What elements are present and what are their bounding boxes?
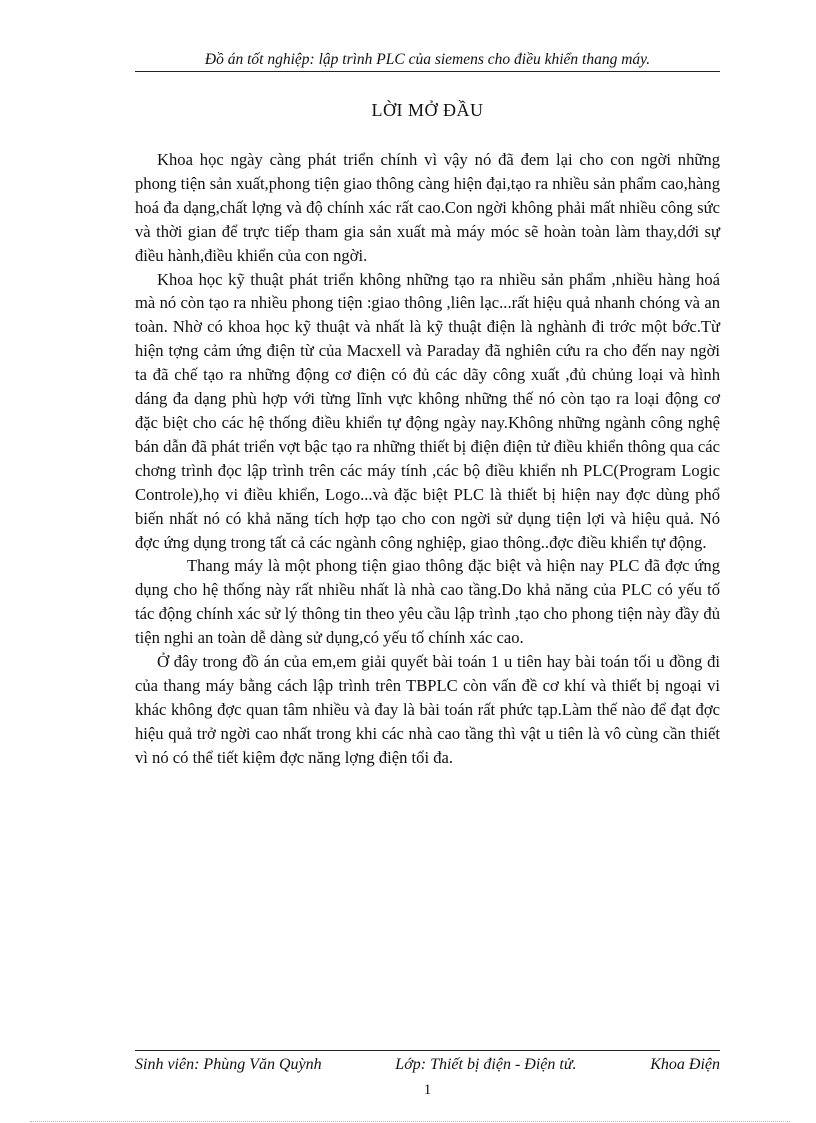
running-header: Đồ án tốt nghiệp: lập trình PLC của siemens cho điều khiển thang máy. bbox=[135, 50, 720, 72]
paragraph-technology: Khoa học kỹ thuật phát triển không những tạo ra nhiều sản phẩm ,nhiều hàng hoá mà nó còn tạo ra nhiều phong tiện :giao thông ,liên lạc...rất hiệu quả nhanh chóng và an toàn. Nhờ có khoa học kỹ thuật và nhất là kỹ thuật điện là nghành đi trớc một bớc.Từ hiện tợng cảm ứng điện từ của Macxell và Paraday đã nghiên cứu ra cho đến nay ngời ta đã chế tạo ra những động cơ điện có đủ các dãy công xuất ,đủ chủng loại và hình dáng đa dạng phù hợp với từng lĩnh vực không những thế nó còn tạo ra loại động cơ đặc biệt cho các hệ thống điều khiển tự động ngày nay.Không những ngành công nghệ bán dẫn đã phát triển vợt bậc tạo ra những thiết bị điện điện tử điều khiển thông qua các chơng trình đọc lập trình trên các máy tính ,các bộ điều khiển nh PLC(Program Logic Controle),họ vi điều khiển, Logo...và đặc biệt PLC là thiết bị hiện nay đợc dùng phổ biến nhất nó có khả năng tích hợp tạo cho con ngời sử dụng tiện lợi và hiệu quả. Nó đợc ứng dụng trong tất cả các ngành công nghiệp, giao thông..đợc điều khiển tự động. bbox=[135, 269, 720, 552]
footer-student: Sinh viên: Phùng Văn Quỳnh bbox=[135, 1056, 322, 1073]
paragraph-elevator: Thang máy là một phong tiện giao thông đặc biệt và hiện nay PLC đã đợc ứng dụng cho hệ thống này rất nhiều nhất là nhà cao tầng.Do khả năng của PLC có yếu tố tác động chính xác sử lý thông tin theo yêu cầu lập trình ,tạo cho phong tiện này đầy đủ tiện nghi an toàn dễ dàng sử dụng,có yếu tố chính xác cao. bbox=[135, 556, 720, 648]
page-number: 1 bbox=[423, 1082, 432, 1098]
paragraph-project: Ở đây trong đồ án của em,em giải quyết bài toán 1 u tiên hay bài toán tối u đồng đi của thang máy bằng cách lập trình trên TBPLC còn vấn đề cơ khí và thiết bị ngoại vi khác không đợc quan tâm nhiều và đay là bài toán rất phức tạp.Làm thế nào để đạt đợc hiệu quả trở ngời cao nhất trong khi các nhà cao tầng thì vật u tiên là vô cùng cần thiết vì nó có thể tiết kiệm đợc năng lợng điện tối đa. bbox=[135, 652, 720, 767]
paragraph-intro: Khoa học ngày càng phát triển chính vì vậy nó đã đem lại cho con ngời những phong tiện sản xuất,phong tiện giao thông càng hiện đại,tạo ra nhiều sản phẩm cao,hàng hoá đa dạng,chất lợng và độ chính xác rất cao.Con ngời không phải mất nhiều công sức và thời gian để trực tiếp tham gia sản xuất mà máy móc sẽ hoàn toàn làm thay,dới sự điều hành,điều khiển của con ngời. bbox=[135, 150, 720, 265]
footer-divider bbox=[135, 1050, 720, 1051]
document-title: LỜI MỞ ĐẦU bbox=[371, 100, 484, 120]
running-footer bbox=[135, 1054, 720, 1076]
document-body bbox=[135, 148, 720, 770]
footer-class: Lớp: Thiết bị điện - Điện tử. bbox=[395, 1056, 577, 1073]
page-edge-divider bbox=[30, 1121, 790, 1122]
footer-faculty: Khoa Điện bbox=[650, 1056, 720, 1073]
